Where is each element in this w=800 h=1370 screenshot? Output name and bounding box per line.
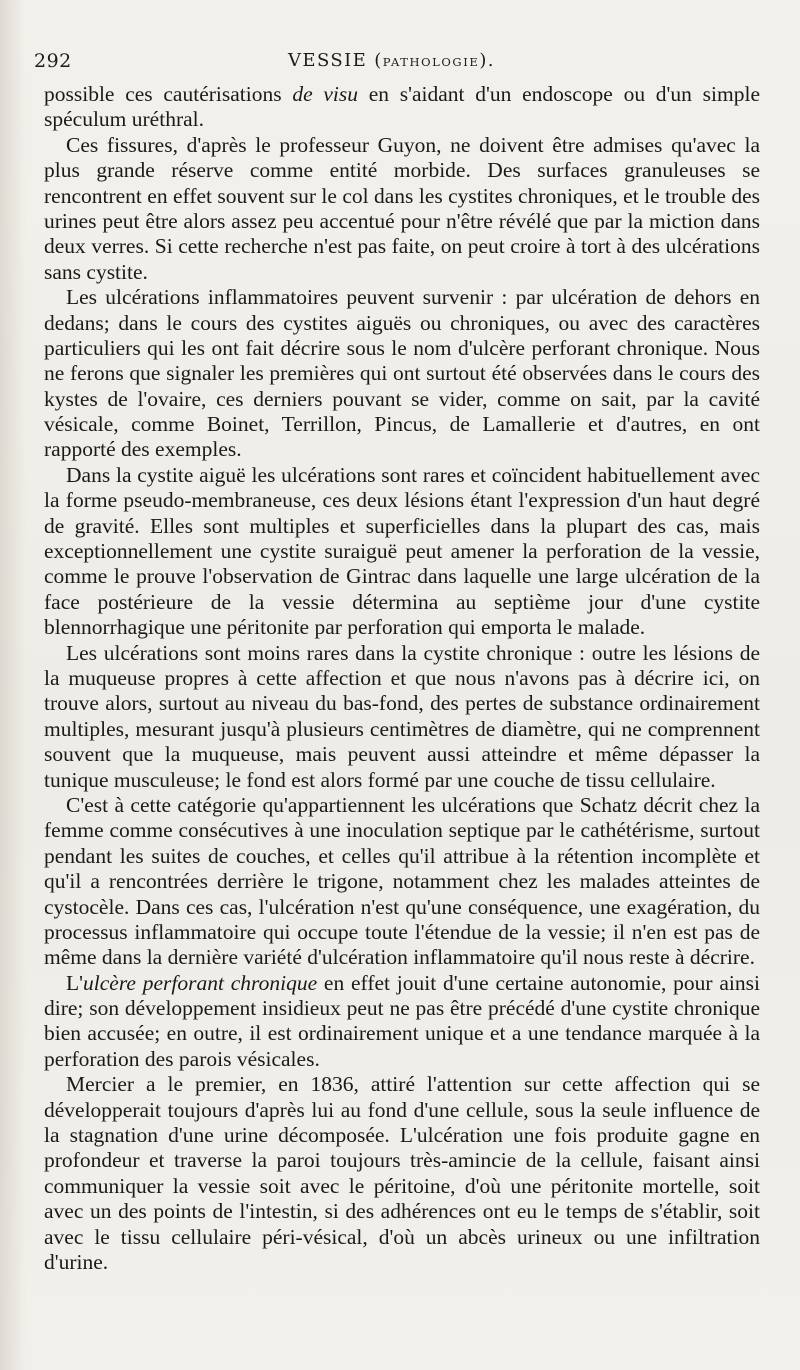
paragraph: [44, 1072, 760, 1275]
running-title: VESSIE: [288, 50, 368, 71]
running-subtitle: PATHOLOGIE: [382, 55, 480, 69]
paragraph-text: Les ulcérations inflammatoires peuvent survenir : par ulcération de dehors en dedans; dans le cours des cystites aiguës ou chroniques, ou avec des caractères particuliers qui les ont fait décrire sous le nom d'ulcère perforant chronique. Nous ne ferons que signaler les premières qui ont surtout été observées dans le cours des kystes de l'ovaire, ces derniers pouvant se vider, comme on sait, par la cavité vésicale, comme Boinet, Terrillon, Pincus, de Lamallerie et d'autres, en ont rapporté des exemples.: [44, 285, 760, 462]
page-header: [34, 50, 770, 80]
paragraph-text: L': [66, 970, 84, 995]
paragraph: [44, 285, 760, 463]
paragraph-text: Mercier a le premier, en 1836, attiré l'attention sur cette affection qui se développerait toujours d'après lui au fond d'une cellule, sous la seule influence de la stagnation d'une urine décomposée. L'ulcération une fois produite gagne en profondeur et traverse la paroi toujours très-amincie de la cellule, faisant ainsi communiquer la vessie soit avec le péritoine, d'où une péritonite mortelle, soit avec un des points de l'intestin, si des adhérences ont eu le temps de s'établir, soit avec le tissu cellulaire péri-vésical, d'où un abcès urineux ou une infiltration d'urine.: [44, 1072, 760, 1274]
paragraph: [44, 463, 760, 641]
italic-text: ulcère perforant chronique: [83, 970, 318, 995]
paragraph: [44, 133, 760, 285]
italic-text: de visu: [292, 82, 358, 106]
paragraph: [44, 641, 760, 793]
paragraph: [44, 82, 760, 133]
paragraph-text: Ces fissures, d'après le professeur Guyon, ne doivent être admises qu'avec la plus grande réserve comme entité morbide. Des surfaces granuleuses se rencontrent en effet souvent sur le col dans les cystites chroniques, et le trouble des urines peut être alors assez peu accentué pour n'être révélé que par la miction dans deux verres. Si cette recherche n'est pas faite, on peut croire à tort à des ulcérations sans cystite.: [44, 132, 760, 284]
paragraph: [44, 793, 760, 971]
body-text: [44, 82, 760, 1275]
paragraph: [44, 971, 760, 1073]
paragraph-text: C'est à cette catégorie qu'appartiennent les ulcérations que Schatz décrit chez la femme comme consécutives à une inoculation septique par le cathétérisme, surtout pendant les suites de couches, et celles qu'il attribue à la rétention incomplète et qu'il a rencontrées derrière le trigone, notamment chez les malades atteintes de cystocèle. Dans ces cas, l'ulcération n'est qu'une conséquence, une exagération, du processus inflammatoire qui occupe toute l'étendue de la vessie; il n'en est pas de même dans la dernière variété d'ulcération inflammatoire qu'il nous reste à décrire.: [44, 792, 760, 970]
running-head: VESSIE (PATHOLOGIE).: [288, 50, 495, 71]
page-number: 292: [34, 50, 72, 72]
paragraph-text: en s'aidant d'un endoscope ou d'un simple spéculum uréthral.: [44, 82, 760, 132]
paragraph-text: possible ces cautérisations: [44, 82, 293, 106]
paragraph-text: Les ulcérations sont moins rares dans la cystite chronique : outre les lésions de la muqueuse propres à cette affection et que nous n'avons pas à décrire ici, on trouve alors, surtout au niveau du bas-fond, des pertes de substance ordinairement multiples, mesurant jusqu'à plusieurs centimètres de diamètre, qui ne comprennent souvent que la muqueuse, mais peuvent aussi atteindre et même dépasser la tunique musculeuse; le fond est alors formé par une couche de tissu cellulaire.: [44, 640, 760, 792]
page-edge-shadow: [0, 0, 26, 1370]
paragraph-text: en effet jouit d'une certaine autonomie, pour ainsi dire; son développement insidieux peut ne pas être précédé d'une cystite chronique bien accusée; en outre, il est ordinairement unique et a une tendance marquée à la perforation des parois vésicales.: [44, 970, 760, 1071]
paragraph-text: Dans la cystite aiguë les ulcérations sont rares et coïncident habituellement avec la forme pseudo-membraneuse, ces deux lésions étant l'expression d'un haut degré de gravité. Elles sont multiples et superficielles dans la plupart des cas, mais exceptionnellement une cystite suraiguë peut amener la perforation de la vessie, comme le prouve l'observation de Gintrac dans laquelle une large ulcération de la face postérieure de la vessie détermina au septième jour d'une cystite blennorrhagique une péritonite par perforation qui emporta le malade.: [44, 462, 760, 640]
